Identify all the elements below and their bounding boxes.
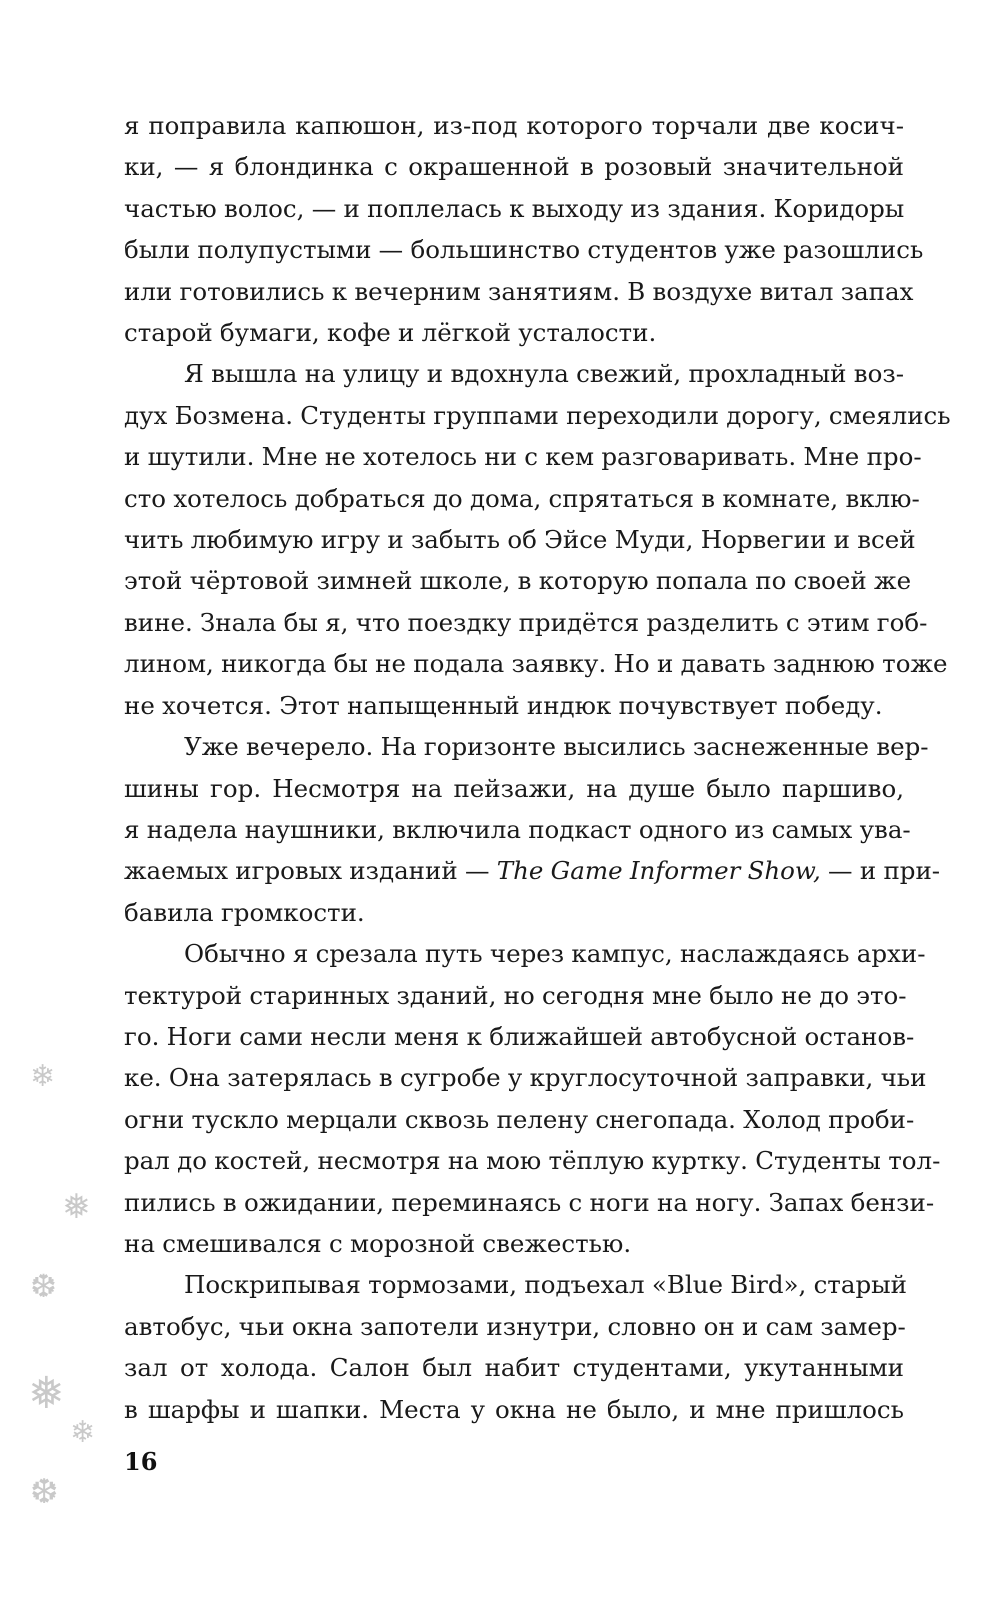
paragraph-4 <box>124 933 941 1264</box>
text-line: лином, никогда бы не подала заявку. Но и давать заднюю тоже <box>124 649 948 679</box>
snowflake-icon: ❆ <box>30 1267 57 1305</box>
text-line: Обычно я срезала путь через кампус, наслаждаясь архи- <box>184 939 926 969</box>
text-line: огни тускло мерцали сквозь пелену снегопада. Холод проби- <box>124 1104 915 1134</box>
text-line: на смешивался с морозной свежестью. <box>124 1228 632 1258</box>
text-line: я поправила капюшон, из-под которого торчали две косич- <box>124 111 904 140</box>
text-fragment: — и при- <box>820 856 941 886</box>
text-line: ке. Она затерялась в сугробе у круглосуточной заправки, чьи <box>124 1063 927 1093</box>
snowflake-icon: ❅ <box>28 1368 65 1419</box>
paragraph-3 <box>124 726 941 933</box>
snowflake-icon: ❆ <box>30 1472 59 1512</box>
text-line: пились в ожидании, переминаясь с ноги на ногу. Запах бензи- <box>124 1187 935 1217</box>
text-line: Уже вечерело. На горизонте высились заснеженные вер- <box>184 732 929 762</box>
text-line: вине. Знала бы я, что поездку придётся разделить с этим гоб- <box>124 607 928 637</box>
body-text <box>124 105 951 1430</box>
paragraph-5 <box>124 1264 907 1430</box>
text-fragment: жаемых игровых изданий — <box>124 856 497 886</box>
snowflake-icon: ❄ <box>70 1415 96 1450</box>
paragraph-1 <box>124 105 924 353</box>
text-line: Я вышла на улицу и вдохнула свежий, прохладный воз- <box>184 359 904 389</box>
text-line: зал от холода. Салон был набит студентами, укутанными <box>124 1353 904 1383</box>
text-line: не хочется. Этот напыщенный индюк почувствует победу. <box>124 690 883 720</box>
text-line: или готовились к вечерним занятиям. В воздухе витал запах <box>124 276 914 306</box>
text-line: го. Ноги сами несли меня к ближайшей автобусной останов- <box>124 1021 915 1051</box>
text-line: дух Бозмена. Студенты группами переходили дорогу, смеялись <box>124 400 951 430</box>
page-number: 16 <box>124 1447 158 1476</box>
paragraph-2 <box>124 353 951 726</box>
text-line: я надела наушники, включила подкаст одного из самых ува- <box>124 814 911 844</box>
text-line: этой чёртовой зимней школе, в которую попала по своей же <box>124 566 912 596</box>
text-line: и шутили. Мне не хотелось ни с кем разговаривать. Мне про- <box>124 442 922 472</box>
text-line: рал до костей, несмотря на мою тёплую куртку. Студенты тол- <box>124 1146 941 1176</box>
text-line: старой бумаги, кофе и лёгкой усталости. <box>124 318 657 348</box>
text-line: тектурой старинных зданий, но сегодня мне было не до это- <box>124 980 907 1010</box>
text-line: шины гор. Несмотря на пейзажи, на душе было паршиво, <box>124 773 904 803</box>
text-line: Поскрипывая тормозами, подъехал «Blue Bird», старый <box>184 1270 907 1300</box>
snowflake-icon: ❄ <box>30 1059 56 1094</box>
italic-title: The Game Informer Show, <box>496 856 821 886</box>
text-line-with-title <box>124 850 941 891</box>
snowflake-icon: ❅ <box>62 1187 91 1227</box>
text-line: были полупустыми — большинство студентов уже разошлись <box>124 235 924 265</box>
text-line: автобус, чьи окна запотели изнутри, словно он и сам замер- <box>124 1311 906 1341</box>
text-line: частью волос, — и поплелась к выходу из здания. Коридоры <box>124 193 905 223</box>
text-line: в шарфы и шапки. Места у окна не было, и мне пришлось <box>124 1394 904 1424</box>
text-line: ки, — я блондинка с окрашенной в розовый значительной <box>124 152 904 182</box>
text-line: чить любимую игру и забыть об Эйсе Муди, Норвегии и всей <box>124 525 916 555</box>
text-line: бавила громкости. <box>124 897 365 927</box>
text-line: сто хотелось добраться до дома, спрятаться в комнате, вклю- <box>124 483 920 513</box>
